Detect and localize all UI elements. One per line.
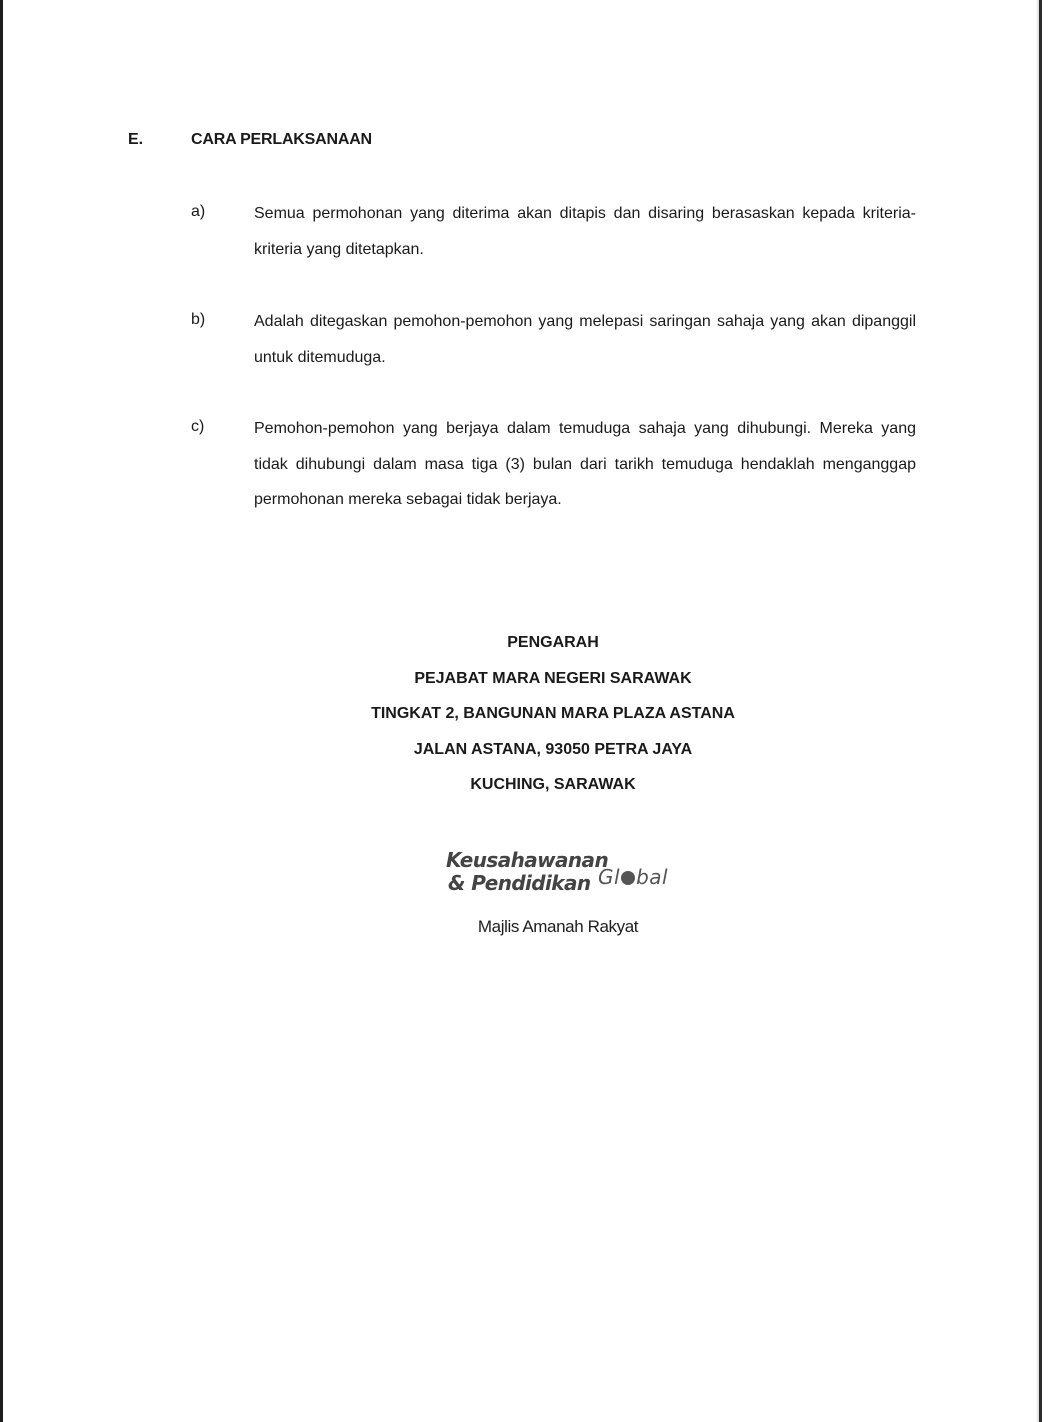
list-item-text-b: Adalah ditegaskan pemohon-pemohon yang melepasi saringan sahaja yang akan dipanggil untuk ditemuduga. <box>254 313 916 366</box>
signature-address-line2: JALAN ASTANA, 93050 PETRA JAYA <box>413 740 693 758</box>
page-right-edge <box>1039 0 1042 1422</box>
list-item-text-a: Semua permohonan yang diterima akan ditapis dan disaring berasaskan kepada kriteria-kriteria yang ditetapkan. <box>254 205 916 258</box>
signature-title: PENGARAH <box>507 634 599 651</box>
logo-global-suffix: bal <box>636 865 669 889</box>
logo-caption: Majlis Amanah Rakyat <box>477 917 639 936</box>
section-title: CARA PERLAKSANAAN <box>191 131 372 148</box>
logo-global-wordmark <box>598 865 668 889</box>
organization-logo <box>446 848 686 902</box>
signature-address-line1: TINGKAT 2, BANGUNAN MARA PLAZA ASTANA <box>371 705 735 722</box>
list-item-marker-b: b) <box>191 311 206 328</box>
logo-text-line2: & Pendidikan <box>448 871 591 895</box>
page-left-edge <box>0 0 3 1422</box>
signature-office: PEJABAT MARA NEGERI SARAWAK <box>414 669 692 687</box>
list-item-marker-c: c) <box>191 418 205 435</box>
logo-text-line1: Keusahawanan <box>446 848 609 872</box>
list-item-marker-a: a) <box>191 203 206 220</box>
section-number: E. <box>128 131 144 148</box>
logo-global-prefix: Gl <box>598 865 621 889</box>
signature-block <box>300 625 806 803</box>
globe-icon <box>621 871 635 885</box>
list-item-text-c: Pemohon-pemohon yang berjaya dalam temuduga sahaja yang dihubungi. Mereka yang tidak dihubungi dalam masa tiga (3) bulan dari tarikh temuduga hendaklah menganggap permohonan mereka sebagai tidak berjaya. <box>254 420 916 508</box>
signature-address-line3: KUCHING, SARAWAK <box>470 776 636 793</box>
